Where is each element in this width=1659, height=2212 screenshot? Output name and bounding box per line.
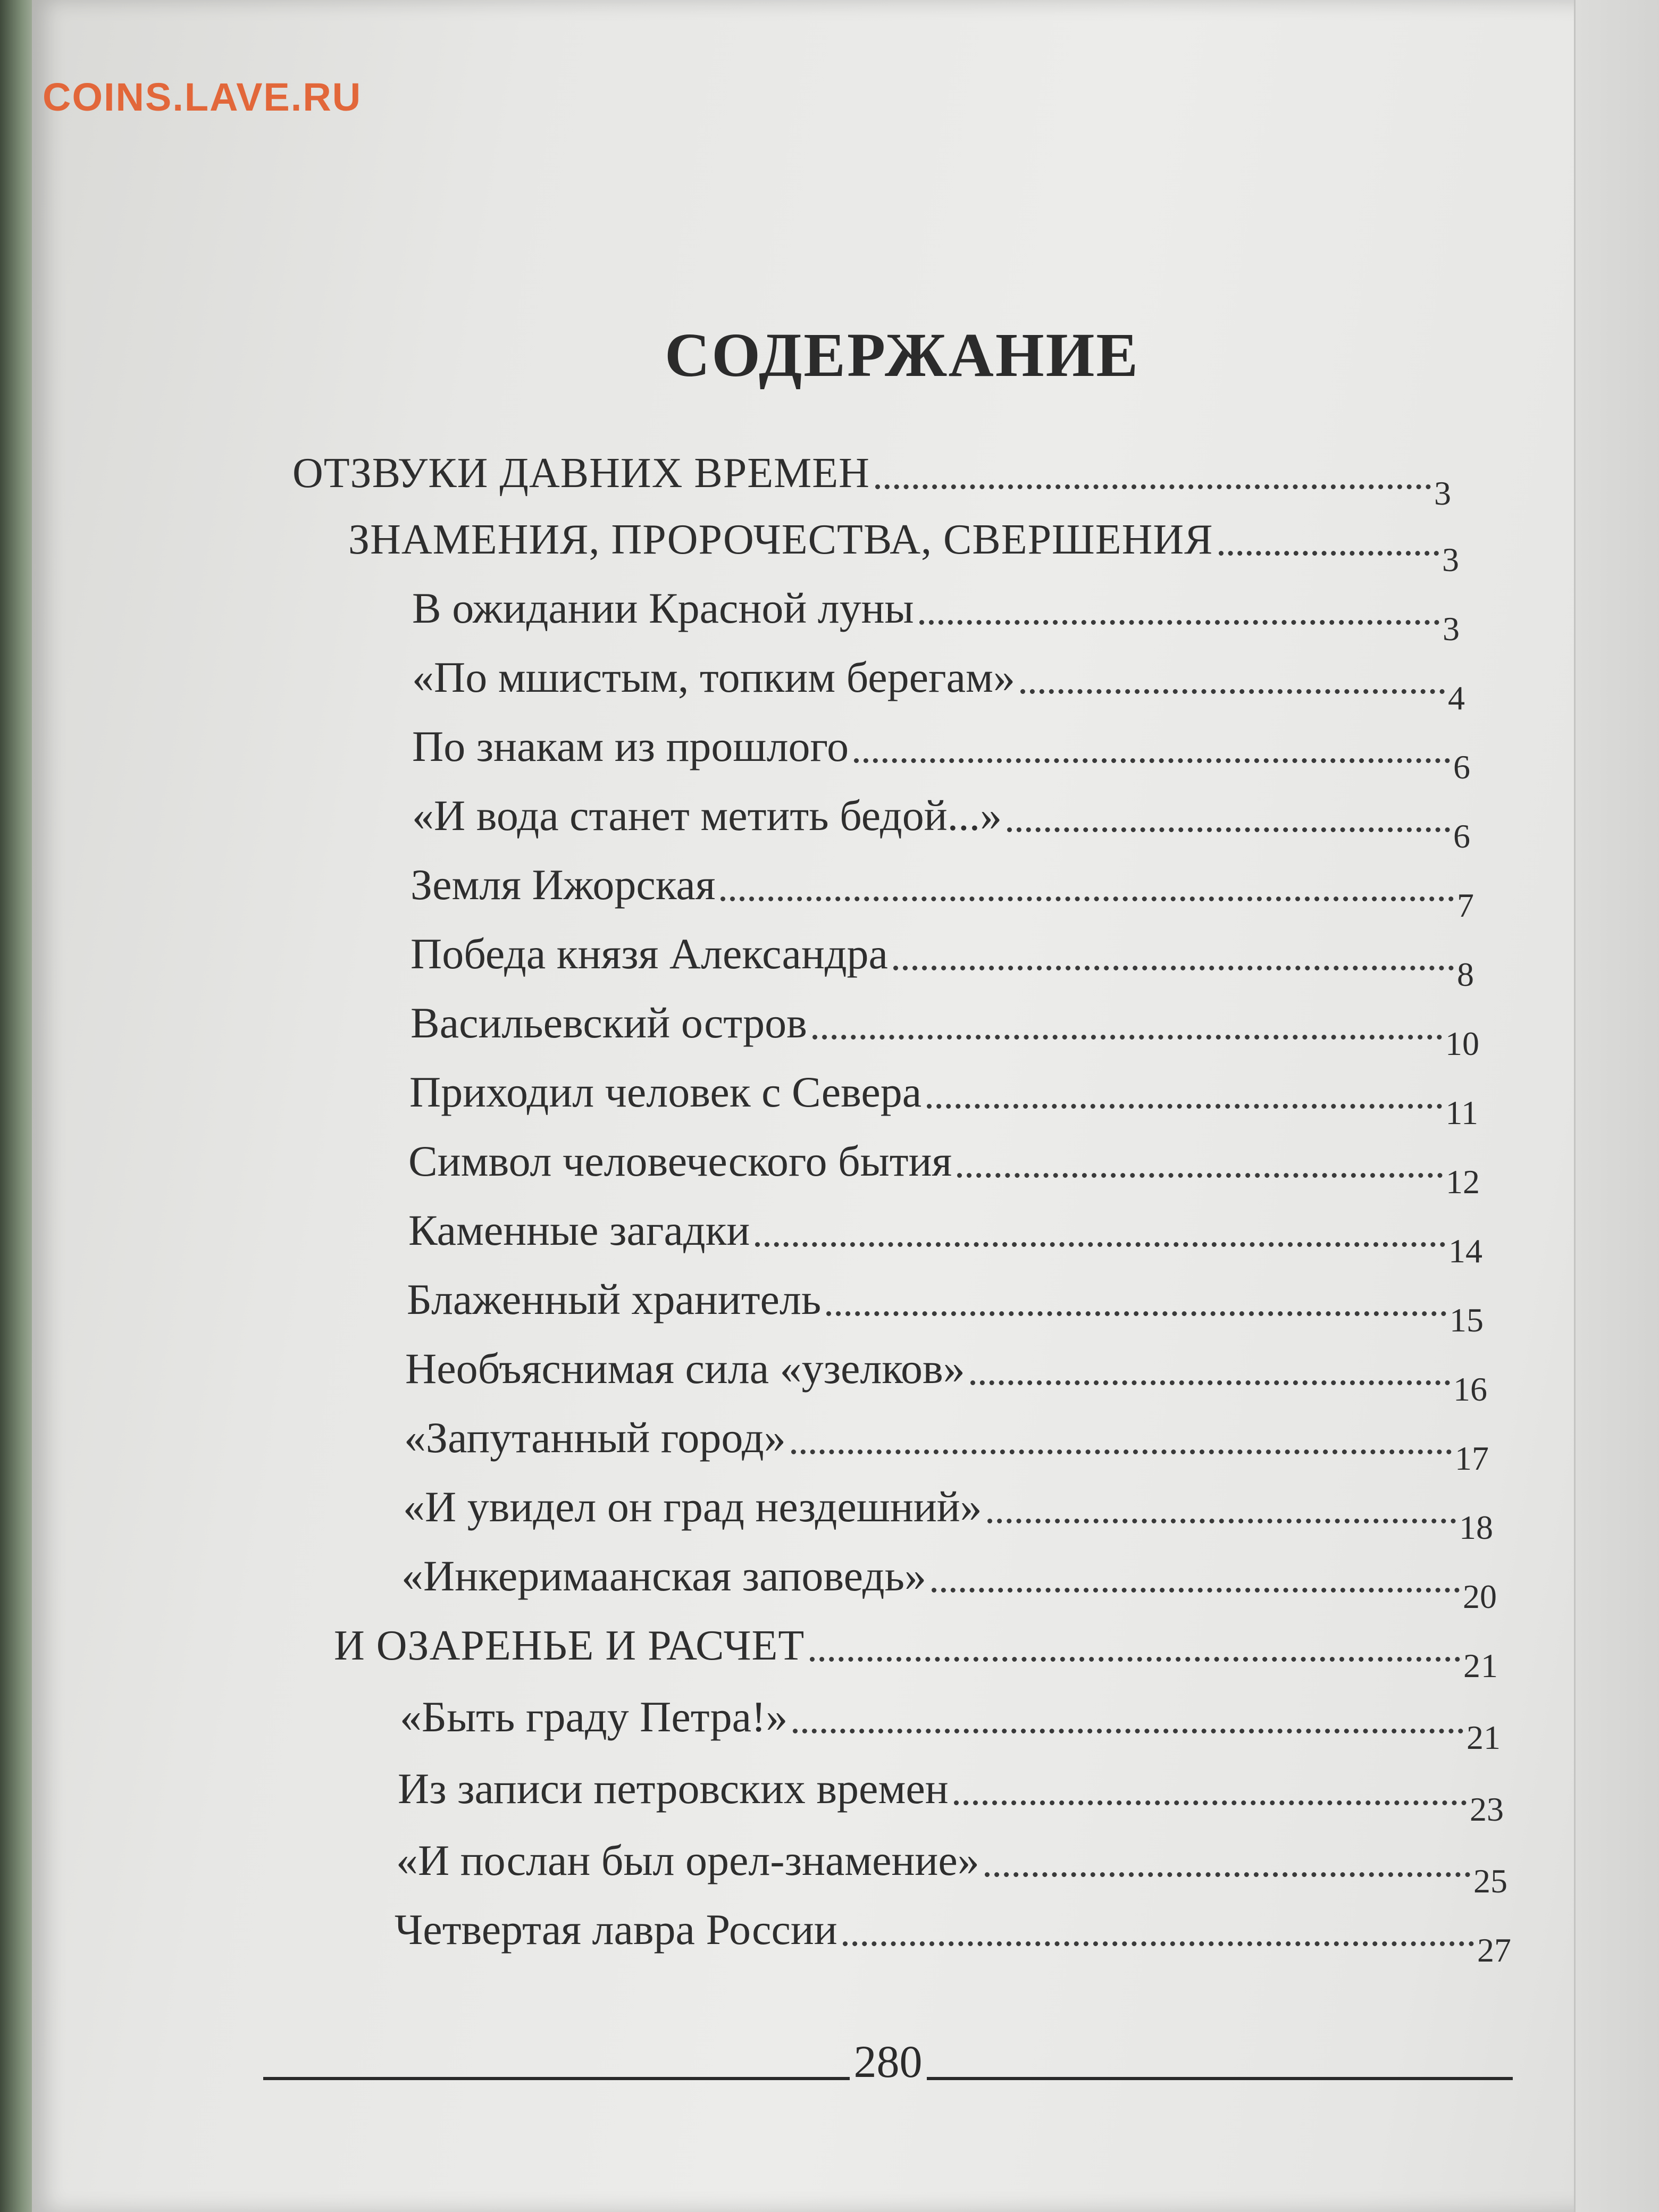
toc-entry: [412, 779, 1470, 855]
toc-entry-label: ОТЗВУКИ ДАВНИХ ВРЕМЕН: [292, 450, 870, 497]
toc-entry-page: 12: [1446, 1163, 1480, 1201]
toc-entry: [400, 1680, 1501, 1756]
toc-leader-dots: [854, 758, 1450, 763]
toc-entry-page: 17: [1455, 1439, 1489, 1477]
footer-rule-right: [927, 2077, 1513, 2080]
toc-entry: [408, 1194, 1482, 1270]
toc-leader-dots: [1219, 551, 1439, 556]
toc-leader-dots: [932, 1588, 1460, 1593]
toc-entry-page: 18: [1459, 1509, 1493, 1546]
toc-entry-label: Победа князя Александра: [410, 929, 888, 978]
toc-entry: [409, 1055, 1478, 1132]
toc-entry-page: 14: [1448, 1232, 1482, 1270]
toc-entry-page: 11: [1445, 1094, 1478, 1132]
toc-entry: [348, 502, 1460, 579]
toc-entry-label: По знакам из прошлого: [412, 722, 849, 770]
toc-entry: [292, 436, 1452, 512]
toc-entry-page: 7: [1457, 886, 1474, 924]
toc-entry-label: «По мшистым, топким берегам»: [412, 653, 1015, 701]
toc-entry-label: Васильевский остров: [410, 999, 807, 1047]
toc-entry-label: Необъяснимая сила «узелков»: [405, 1344, 965, 1393]
toc-leader-dots: [826, 1311, 1446, 1316]
toc-entry-label: Приходил человек с Севера: [409, 1068, 922, 1116]
toc-entry: [408, 1125, 1480, 1201]
watermark: COINS.LAVE.RU: [43, 75, 362, 119]
toc-entry: [395, 1893, 1511, 1969]
toc-entry: [410, 848, 1474, 924]
toc-leader-dots: [954, 1800, 1467, 1805]
toc-entry-page: 10: [1445, 1025, 1479, 1062]
toc-entry: [401, 1539, 1497, 1615]
toc-entry-label: ЗНАМЕНИЯ, ПРОРОЧЕСТВА, СВЕРШЕНИЯ: [348, 516, 1213, 563]
toc-entry-label: «И вода станет метить бедой...»: [412, 791, 1002, 840]
toc-entry-label: Четвертая лавра России: [395, 1905, 837, 1954]
toc-leader-dots: [1007, 827, 1450, 832]
toc-leader-dots: [843, 1941, 1474, 1946]
toc-entry-page: 3: [1434, 474, 1452, 512]
toc-leader-dots: [970, 1380, 1450, 1385]
toc-leader-dots: [957, 1173, 1443, 1178]
toc-entry: [334, 1608, 1498, 1685]
toc-entry-label: Земля Ижорская: [410, 860, 716, 909]
toc-entry-label: «Запутанный город»: [404, 1413, 786, 1462]
toc-entry-label: Блаженный хранитель: [407, 1275, 822, 1323]
toc-leader-dots: [985, 1872, 1470, 1877]
toc-entry-label: Символ человеческого бытия: [408, 1137, 952, 1185]
toc-entry: [403, 1470, 1493, 1546]
toc-entry-page: 15: [1449, 1301, 1484, 1339]
toc-leader-dots: [919, 620, 1439, 625]
toc-leader-dots: [720, 896, 1454, 901]
toc-entry-page: 16: [1453, 1370, 1487, 1408]
toc-entry-label: «И послан был орел-знамение»: [396, 1836, 979, 1884]
toc-leader-dots: [793, 1729, 1463, 1733]
toc-entry-label: «Инкеримаанская заповедь»: [401, 1552, 927, 1600]
page-edge: [1574, 0, 1659, 2212]
toc-entry-page: 3: [1443, 610, 1460, 648]
toc-entry-label: В ожидании Красной луны: [412, 584, 914, 632]
page-number: 280: [853, 2036, 923, 2087]
toc-entry: [407, 1263, 1484, 1339]
toc-leader-dots: [987, 1519, 1456, 1523]
toc-entry: [410, 917, 1474, 993]
toc-leader-dots: [810, 1657, 1460, 1662]
toc-entry: [412, 572, 1460, 648]
toc-entry: [404, 1401, 1489, 1477]
toc-entry-page: 25: [1473, 1862, 1507, 1900]
toc-leader-dots: [791, 1449, 1452, 1454]
toc-entry-page: 6: [1453, 817, 1470, 855]
toc-leader-dots: [812, 1035, 1442, 1040]
toc-entry: [396, 1824, 1507, 1900]
toc-entry-page: 20: [1463, 1578, 1497, 1615]
toc-entry-page: 8: [1457, 956, 1474, 993]
toc-entry-page: 27: [1477, 1931, 1511, 1969]
toc-entry: [412, 710, 1470, 786]
page-title: СОДЕРЖАНИЕ: [665, 320, 1140, 390]
toc-leader-dots: [927, 1104, 1442, 1109]
toc-entry: [398, 1752, 1504, 1828]
page-footer: [263, 2031, 1513, 2087]
toc-entry-page: 3: [1442, 541, 1460, 579]
toc-entry: [405, 1332, 1487, 1408]
toc-entry-label: Каменные загадки: [408, 1206, 750, 1254]
toc-leader-dots: [1020, 689, 1445, 694]
toc-entry-page: 6: [1453, 748, 1470, 786]
footer-rule-left: [263, 2077, 850, 2080]
toc-entry-page: 23: [1470, 1790, 1504, 1828]
toc-leader-dots: [755, 1242, 1445, 1247]
toc-entry-label: Из записи петровских времен: [398, 1764, 949, 1813]
toc-entry-label: «И увидел он град нездешний»: [403, 1482, 982, 1531]
toc-entry-page: 21: [1463, 1647, 1498, 1685]
toc-entry-page: 4: [1448, 679, 1465, 717]
toc-entry-label: И ОЗАРЕНЬЕ И РАСЧЕТ: [334, 1622, 805, 1669]
toc-entry: [410, 986, 1479, 1062]
toc-entry-page: 21: [1467, 1719, 1501, 1756]
toc-entry: [412, 641, 1465, 717]
toc-entry-label: «Быть граду Петра!»: [400, 1692, 788, 1741]
toc-leader-dots: [875, 484, 1431, 489]
toc-leader-dots: [893, 966, 1454, 970]
